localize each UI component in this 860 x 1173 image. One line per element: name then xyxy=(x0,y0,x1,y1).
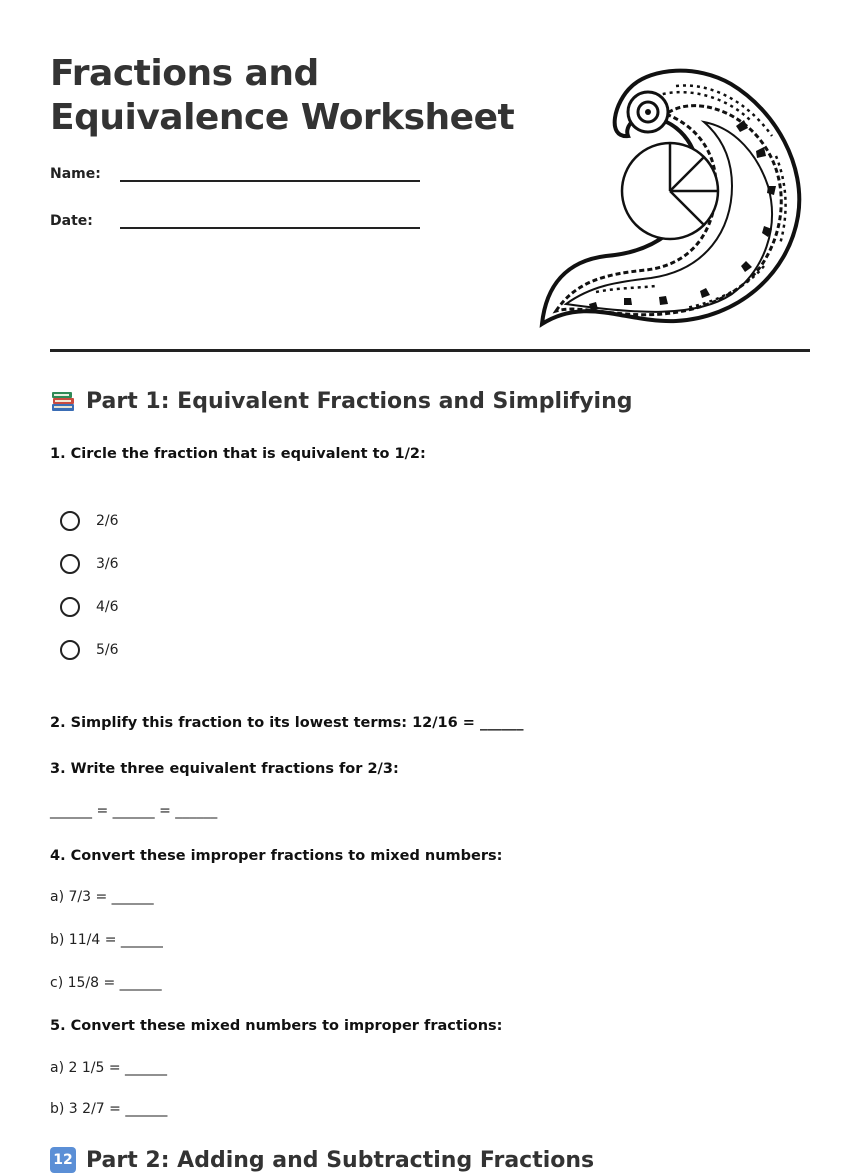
question-4-item[interactable]: a) 7/3 = ______ xyxy=(50,889,154,905)
books-icon xyxy=(50,388,76,414)
part2-heading xyxy=(50,1147,594,1173)
date-field xyxy=(50,213,93,229)
part1-title: Part 1: Equivalent Fractions and Simplifying xyxy=(86,388,633,414)
date-label: Date: xyxy=(50,213,93,229)
option-item[interactable] xyxy=(60,640,119,660)
radio-circle-icon[interactable] xyxy=(60,597,80,617)
question-5-item[interactable]: b) 3 2/7 = ______ xyxy=(50,1101,168,1117)
question-5: 5. Convert these mixed numbers to improper fractions: xyxy=(50,1018,503,1034)
option-item[interactable] xyxy=(60,597,119,617)
part2-title: Part 2: Adding and Subtracting Fractions xyxy=(86,1147,595,1173)
name-line[interactable] xyxy=(120,180,420,182)
question-5-item[interactable]: a) 2 1/5 = ______ xyxy=(50,1060,168,1076)
question-1: 1. Circle the fraction that is equivalent to 1/2: xyxy=(50,446,426,462)
part1-heading xyxy=(50,388,633,414)
question-4-item[interactable]: c) 15/8 = ______ xyxy=(50,975,162,991)
question-3-answer[interactable]: ______ = ______ = ______ xyxy=(50,803,218,819)
option-label: 3/6 xyxy=(96,556,119,572)
option-label: 4/6 xyxy=(96,599,119,615)
question-4-item[interactable]: b) 11/4 = ______ xyxy=(50,932,163,948)
option-label: 5/6 xyxy=(96,642,119,658)
question-2: 2. Simplify this fraction to its lowest terms: 12/16 = ______ xyxy=(50,715,524,731)
header-divider xyxy=(50,349,810,352)
radio-circle-icon[interactable] xyxy=(60,554,80,574)
date-line[interactable] xyxy=(120,227,420,229)
option-label: 2/6 xyxy=(96,513,119,529)
title-line-1: Fractions and xyxy=(50,53,319,94)
question-4: 4. Convert these improper fractions to mixed numbers: xyxy=(50,848,503,864)
name-field xyxy=(50,166,101,182)
option-item[interactable] xyxy=(60,511,119,531)
radio-circle-icon[interactable] xyxy=(60,640,80,660)
radio-circle-icon[interactable] xyxy=(60,511,80,531)
question-3: 3. Write three equivalent fractions for 2/3: xyxy=(50,761,399,777)
keycap-number-icon: 12 xyxy=(50,1147,76,1173)
option-item[interactable] xyxy=(60,554,119,574)
worksheet-title xyxy=(50,52,514,140)
decorative-swirl-with-pie-chart-icon xyxy=(536,56,804,328)
title-line-2: Equivalence Worksheet xyxy=(50,97,515,138)
name-label: Name: xyxy=(50,166,101,182)
